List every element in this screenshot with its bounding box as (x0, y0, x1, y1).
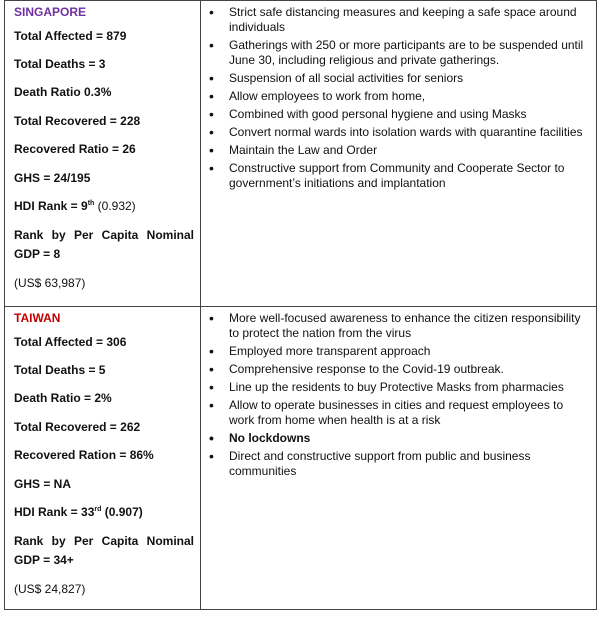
list-item: • Gatherings with 250 or more participants are to be suspended until June 30, including religious and private gatherings. (229, 38, 588, 68)
list-item: • Line up the residents to buy Protective Masks from pharmacies (229, 380, 588, 395)
table-row (5, 1, 597, 307)
total-deaths: Total Deaths = 5 (14, 363, 106, 377)
comparison-table (4, 0, 597, 610)
country-name: SINGAPORE (14, 5, 87, 19)
list-item: • Direct and constructive support from public and business communities (229, 449, 588, 479)
total-recovered: Total Recovered = 262 (14, 420, 141, 434)
measures-cell (201, 1, 597, 307)
hdi-rank (5, 505, 200, 520)
ghs: GHS = 24/195 (14, 171, 91, 185)
list-item: • More well-focused awareness to enhance the citizen responsibility to protect the nation from the virus (229, 311, 588, 341)
hdi-rank (5, 199, 200, 214)
list-item: • Constructive support from Community and Cooperate Sector to government’s initiations and implantation (229, 161, 588, 191)
list-item: • Maintain the Law and Order (229, 143, 588, 158)
list-item: • Combined with good personal hygiene and using Masks (229, 107, 588, 122)
list-item: • Convert normal wards into isolation wards with quarantine facilities (229, 125, 588, 140)
table-row (5, 307, 597, 610)
hdi-rank-label: HDI Rank = 9 (14, 199, 88, 213)
recovered-ratio: Recovered Ration = 86% (14, 448, 154, 462)
measures-list (201, 307, 596, 479)
country-stats-cell (5, 307, 201, 610)
list-item: • Allow to operate businesses in cities and request employees to work from home when health is at a risk (229, 398, 588, 428)
list-item: • No lockdowns (229, 431, 588, 446)
hdi-value: (0.932) (97, 199, 136, 213)
total-affected: Total Affected = 306 (14, 335, 127, 349)
list-item: • Employed more transparent approach (229, 344, 588, 359)
total-affected: Total Affected = 879 (14, 29, 127, 43)
total-deaths: Total Deaths = 3 (14, 57, 106, 71)
list-item: • Suspension of all social activities for seniors (229, 71, 588, 86)
list-item: • Strict safe distancing measures and keeping a safe space around individuals (229, 5, 588, 35)
gdp-rank: Rank by Per Capita Nominal GDP = 34+ (14, 534, 194, 567)
measures-cell (201, 307, 597, 610)
recovered-ratio: Recovered Ratio = 26 (14, 142, 136, 156)
hdi-rank-suffix: th (87, 200, 95, 207)
country-stats-cell (5, 1, 201, 307)
country-name: TAIWAN (14, 311, 61, 325)
hdi-rank-suffix: rd (94, 506, 102, 513)
hdi-rank-label: HDI Rank = 33 (14, 505, 95, 519)
total-recovered: Total Recovered = 228 (14, 114, 141, 128)
gdp-usd: (US$ 63,987) (14, 276, 86, 290)
gdp-rank: Rank by Per Capita Nominal GDP = 8 (14, 228, 194, 261)
death-ratio: Death Ratio 0.3% (14, 85, 112, 99)
hdi-value: (0.907) (104, 505, 143, 519)
list-item: • Allow employees to work from home, (229, 89, 588, 104)
death-ratio: Death Ratio = 2% (14, 391, 112, 405)
measures-list (201, 1, 596, 191)
list-item: • Comprehensive response to the Covid-19 outbreak. (229, 362, 588, 377)
ghs: GHS = NA (14, 477, 72, 491)
gdp-usd: (US$ 24,827) (14, 582, 86, 596)
